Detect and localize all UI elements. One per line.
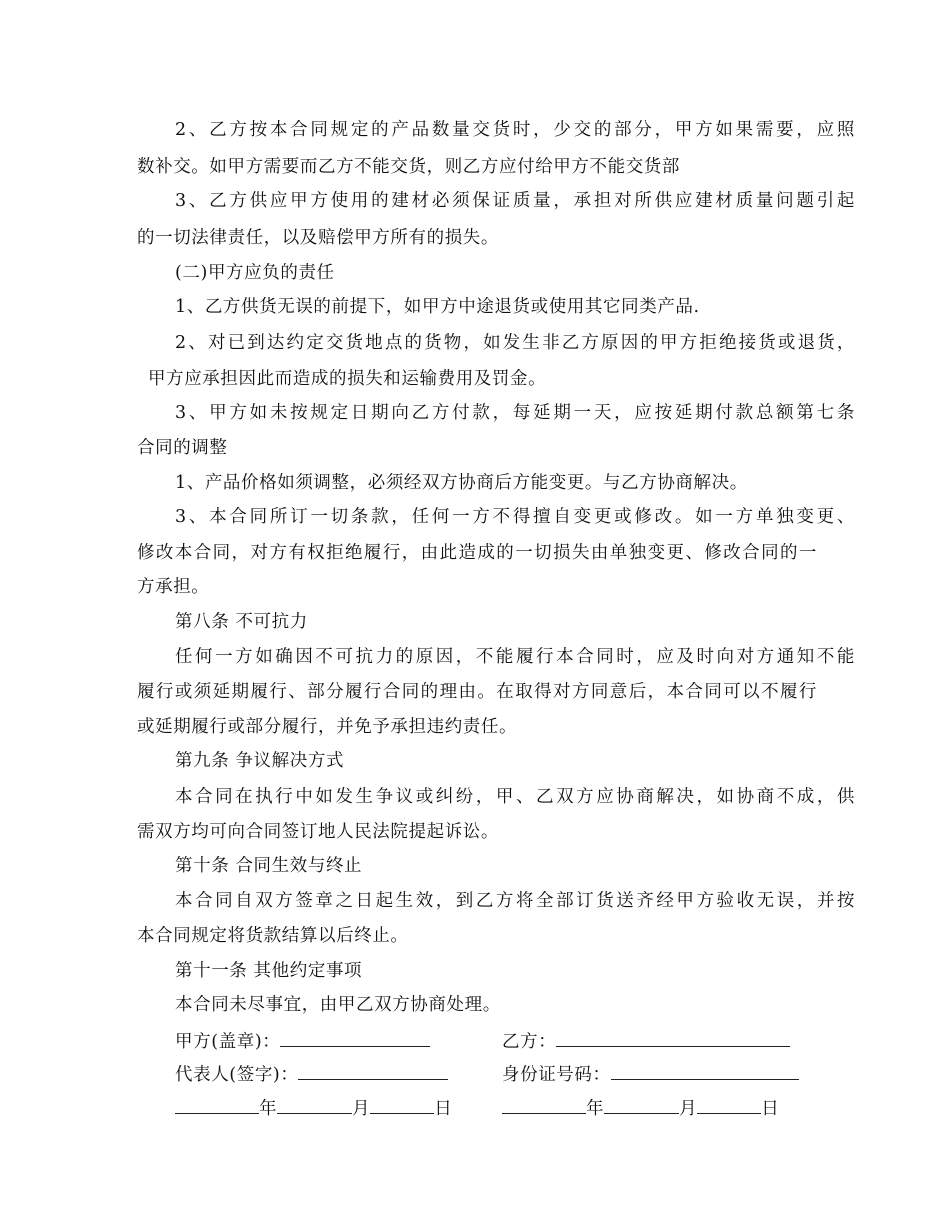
paragraph-line: 本合同在执行中如发生争议或纠纷，甲、乙双方应协商解决，如协商不成，供 [175, 787, 855, 807]
month-blank[interactable] [604, 1096, 679, 1114]
paragraph-line: 2、乙方按本合同规定的产品数量交货时，少交的部分，甲方如果需要，应照 [175, 120, 855, 140]
party-b-label: 乙方： [502, 1032, 557, 1052]
section-heading: 第十一条 其他约定事项 [175, 961, 363, 981]
day-blank[interactable] [697, 1096, 761, 1114]
paragraph-line: 本合同未尽事宜，由甲乙双方协商处理。 [175, 995, 501, 1015]
party-b-seal-blank[interactable] [556, 1029, 790, 1047]
party-a-seal-blank[interactable] [280, 1029, 430, 1047]
party-a-label: 甲方(盖章)： [175, 1032, 281, 1052]
month-label: 月 [352, 1099, 371, 1119]
paragraph-line: 合同的调整 [137, 438, 228, 458]
day-label: 日 [434, 1099, 453, 1119]
paragraph-line: 1、产品价格如须调整，必须经双方协商后方能变更。与乙方协商解决。 [175, 473, 748, 493]
year-label: 年 [259, 1099, 278, 1119]
representative-label: 代表人(签字)： [175, 1065, 299, 1085]
representative-blank[interactable] [298, 1062, 448, 1080]
paragraph-line: 3、乙方供应甲方使用的建材必须保证质量，承担对所供应建材质量问题引起 [175, 191, 855, 211]
paragraph-line: 3、甲方如未按规定日期向乙方付款，每延期一天，应按延期付款总额第七条 [175, 403, 855, 423]
party-a-seal [175, 1029, 430, 1053]
paragraph-line: 本合同自双方签章之日起生效，到乙方将全部订货送齐经甲方验收无误，并按 [175, 891, 855, 911]
month-blank[interactable] [277, 1096, 352, 1114]
paragraph-line: 任何一方如确因不可抗力的原因，不能履行本合同时，应及时向对方通知不能 [175, 647, 855, 667]
section-heading: 第九条 争议解决方式 [175, 751, 345, 771]
day-blank[interactable] [370, 1096, 434, 1114]
paragraph-line: 履行或须延期履行、部分履行合同的理由。在取得对方同意后，本合同可以不履行 [137, 682, 817, 702]
day-label: 日 [761, 1099, 780, 1119]
month-label: 月 [679, 1099, 698, 1119]
section-heading: 第十条 合同生效与终止 [175, 856, 363, 876]
paragraph-line: 数补交。如甲方需要而乙方不能交货，则乙方应付给甲方不能交货部 [137, 157, 680, 177]
paragraph-line: 甲方应承担因此而造成的损失和运输费用及罚金。 [148, 369, 547, 389]
paragraph-line: 修改本合同，对方有权拒绝履行，由此造成的一切损失由单独变更、修改合同的一 [137, 543, 817, 563]
section-heading: 第八条 不可抗力 [175, 612, 308, 632]
paragraph-line: 需双方均可向合同签订地人民法院提起诉讼。 [137, 822, 499, 842]
id-number-label: 身份证号码： [502, 1065, 611, 1085]
year-blank[interactable] [175, 1096, 259, 1114]
year-label: 年 [586, 1099, 605, 1119]
paragraph-line: 方承担。 [137, 577, 210, 597]
party-b-date [502, 1096, 779, 1120]
section-heading: (二)甲方应负的责任 [175, 263, 335, 283]
paragraph-line: 的一切法律责任，以及赔偿甲方所有的损失。 [137, 228, 499, 248]
paragraph-line: 2、对已到达约定交货地点的货物，如发生非乙方原因的甲方拒绝接货或退货， [175, 333, 855, 353]
representative-signature [175, 1062, 448, 1086]
paragraph-line: 本合同规定将货款结算以后终止。 [137, 926, 409, 946]
year-blank[interactable] [502, 1096, 586, 1114]
paragraph-line: 3、本合同所订一切条款，任何一方不得擅自变更或修改。如一方单独变更、 [175, 507, 855, 527]
paragraph-line: 或延期履行或部分履行，并免予承担违约责任。 [137, 717, 518, 737]
party-a-date [175, 1096, 452, 1120]
id-number-blank[interactable] [611, 1062, 799, 1080]
party-b-seal [502, 1029, 790, 1053]
paragraph-line: 1、乙方供货无误的前提下，如甲方中途退货或使用其它同类产品. [175, 297, 700, 317]
id-number-field [502, 1062, 799, 1086]
